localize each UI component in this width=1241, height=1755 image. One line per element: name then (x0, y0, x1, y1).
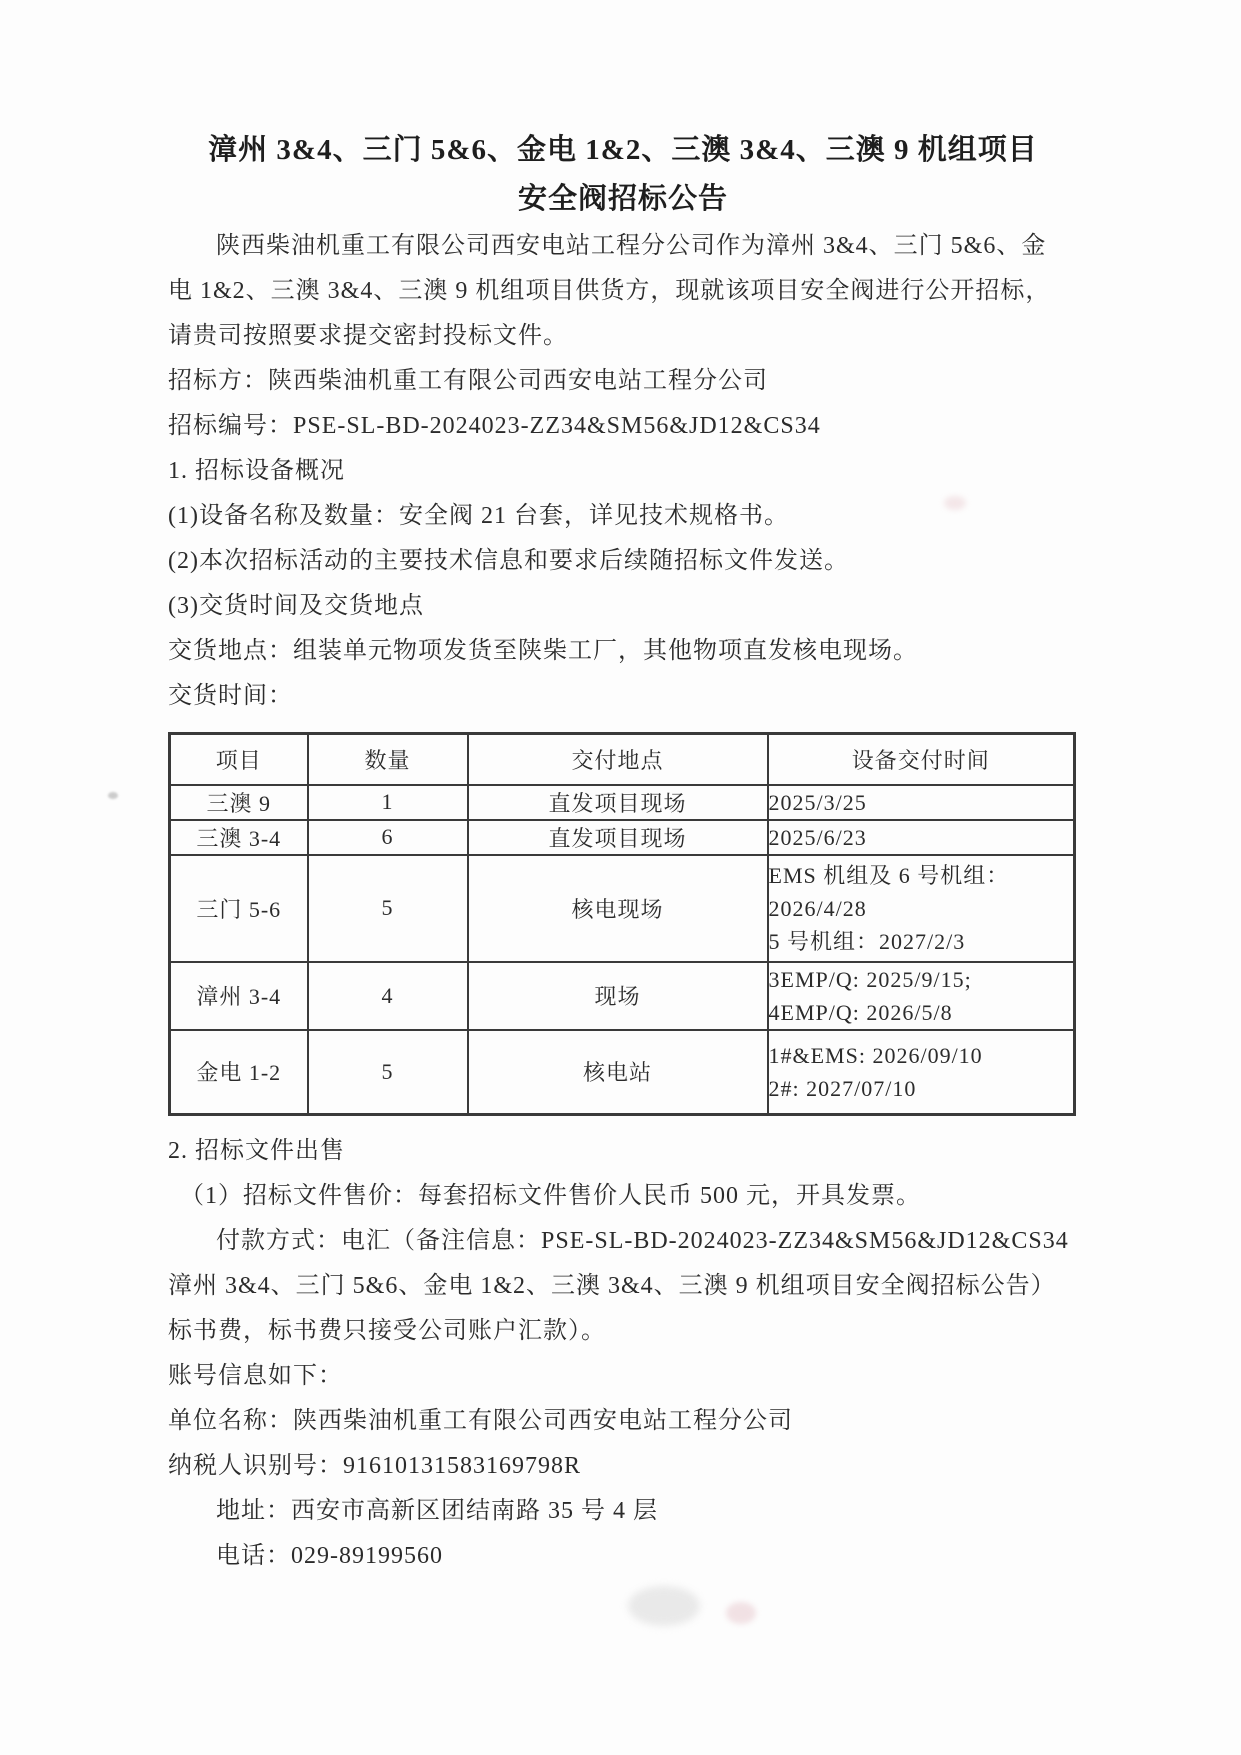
cell-location: 现场 (468, 962, 768, 1030)
cell-location: 直发项目现场 (468, 820, 768, 855)
table-header-row (170, 734, 1075, 785)
table-row-sanao9 (170, 785, 1075, 820)
cell-delivery-time: EMS 机组及 6 号机组： 2026/4/28 5 号机组：2027/2/3 (768, 855, 1075, 962)
tech-info-line: (2)本次招标活动的主要技术信息和要求后续随招标文件发送。 (168, 548, 849, 574)
cell-quantity: 6 (308, 820, 468, 855)
col-header-project: 项目 (170, 734, 308, 785)
section-2-heading: 2. 招标文件出售 (168, 1138, 345, 1164)
intro-line-3: 请贵司按照要求提交密封投标文件。 (168, 323, 568, 349)
section-1-heading: 1. 招标设备概况 (168, 458, 345, 484)
cell-delivery-time: 2025/3/25 (768, 785, 1075, 820)
taxpayer-id-line: 纳税人识别号：91610131583169798R (168, 1453, 582, 1479)
cell-project: 金电 1-2 (170, 1030, 308, 1115)
scan-smudge-gray-bottom (628, 1586, 700, 1626)
cell-quantity: 5 (308, 1030, 468, 1115)
phone-line: 电话：029-89199560 (216, 1543, 443, 1569)
cell-project: 三澳 3-4 (170, 820, 308, 855)
table-row-zhangzhou3-4 (170, 962, 1075, 1030)
delivery-schedule-table (168, 732, 1076, 1116)
account-info-heading: 账号信息如下： (168, 1363, 343, 1389)
tender-number-line: 招标编号：PSE-SL-BD-2024023-ZZ34&SM56&JD12&CS34 (168, 413, 821, 439)
cell-delivery-time: 3EMP/Q: 2025/9/15; 4EMP/Q: 2026/5/8 (768, 962, 1075, 1030)
company-name-line: 单位名称：陕西柴油机重工有限公司西安电站工程分公司 (168, 1408, 793, 1434)
cell-quantity: 4 (308, 962, 468, 1030)
intro-line-2: 电 1&2、三澳 3&4、三澳 9 机组项目供货方，现就该项目安全阀进行公开招标， (168, 278, 1051, 304)
payment-method-line-2: 漳州 3&4、三门 5&6、金电 1&2、三澳 3&4、三澳 9 机组项目安全阀招标公告） (168, 1273, 1056, 1299)
document-title-line-1: 漳州 3&4、三门 5&6、金电 1&2、三澳 3&4、三澳 9 机组项目 (208, 134, 1038, 166)
intro-line-1: 陕西柴油机重工有限公司西安电站工程分公司作为漳州 3&4、三门 5&6、金 (216, 233, 1047, 259)
table-row-sanmen5-6 (170, 855, 1075, 962)
cell-quantity: 1 (308, 785, 468, 820)
payment-method-line-1: 付款方式：电汇（备注信息：PSE-SL-BD-2024023-ZZ34&SM56&JD12&CS34 (216, 1228, 1069, 1254)
payment-method-line-3: 标书费，标书费只接受公司账户汇款）。 (168, 1318, 606, 1344)
col-header-quantity: 数量 (308, 734, 468, 785)
address-line: 地址：西安市高新区团结南路 35 号 4 层 (216, 1498, 658, 1524)
scan-smudge-pink-bottom (726, 1602, 756, 1624)
cell-project: 三门 5-6 (170, 855, 308, 962)
col-header-delivery-time: 设备交付时间 (768, 734, 1075, 785)
table-row-jindian1-2 (170, 1030, 1075, 1115)
document-content (168, 126, 1078, 1579)
delivery-heading: (3)交货时间及交货地点 (168, 593, 424, 619)
cell-project: 三澳 9 (170, 785, 308, 820)
scan-speck (108, 792, 118, 799)
cell-quantity: 5 (308, 855, 468, 962)
cell-location: 核电站 (468, 1030, 768, 1115)
cell-delivery-time: 2025/6/23 (768, 820, 1075, 855)
delivery-time-label: 交货时间： (168, 683, 293, 709)
cell-location: 核电现场 (468, 855, 768, 962)
cell-project: 漳州 3-4 (170, 962, 308, 1030)
document-title-line-2: 安全阀招标公告 (517, 183, 728, 215)
table-row-sanao3-4 (170, 820, 1075, 855)
tenderer-line: 招标方：陕西柴油机重工有限公司西安电站工程分公司 (168, 368, 768, 394)
col-header-location: 交付地点 (468, 734, 768, 785)
cell-delivery-time: 1#&EMS: 2026/09/10 2#: 2027/07/10 (768, 1030, 1075, 1115)
cell-location: 直发项目现场 (468, 785, 768, 820)
delivery-location-line: 交货地点：组装单元物项发货至陕柴工厂，其他物项直发核电现场。 (168, 638, 918, 664)
scan-smudge-pink-top (944, 496, 966, 510)
document-price-line: （1）招标文件售价：每套招标文件售价人民币 500 元，开具发票。 (180, 1183, 921, 1209)
equipment-name-qty-line: (1)设备名称及数量：安全阀 21 台套，详见技术规格书。 (168, 503, 789, 529)
